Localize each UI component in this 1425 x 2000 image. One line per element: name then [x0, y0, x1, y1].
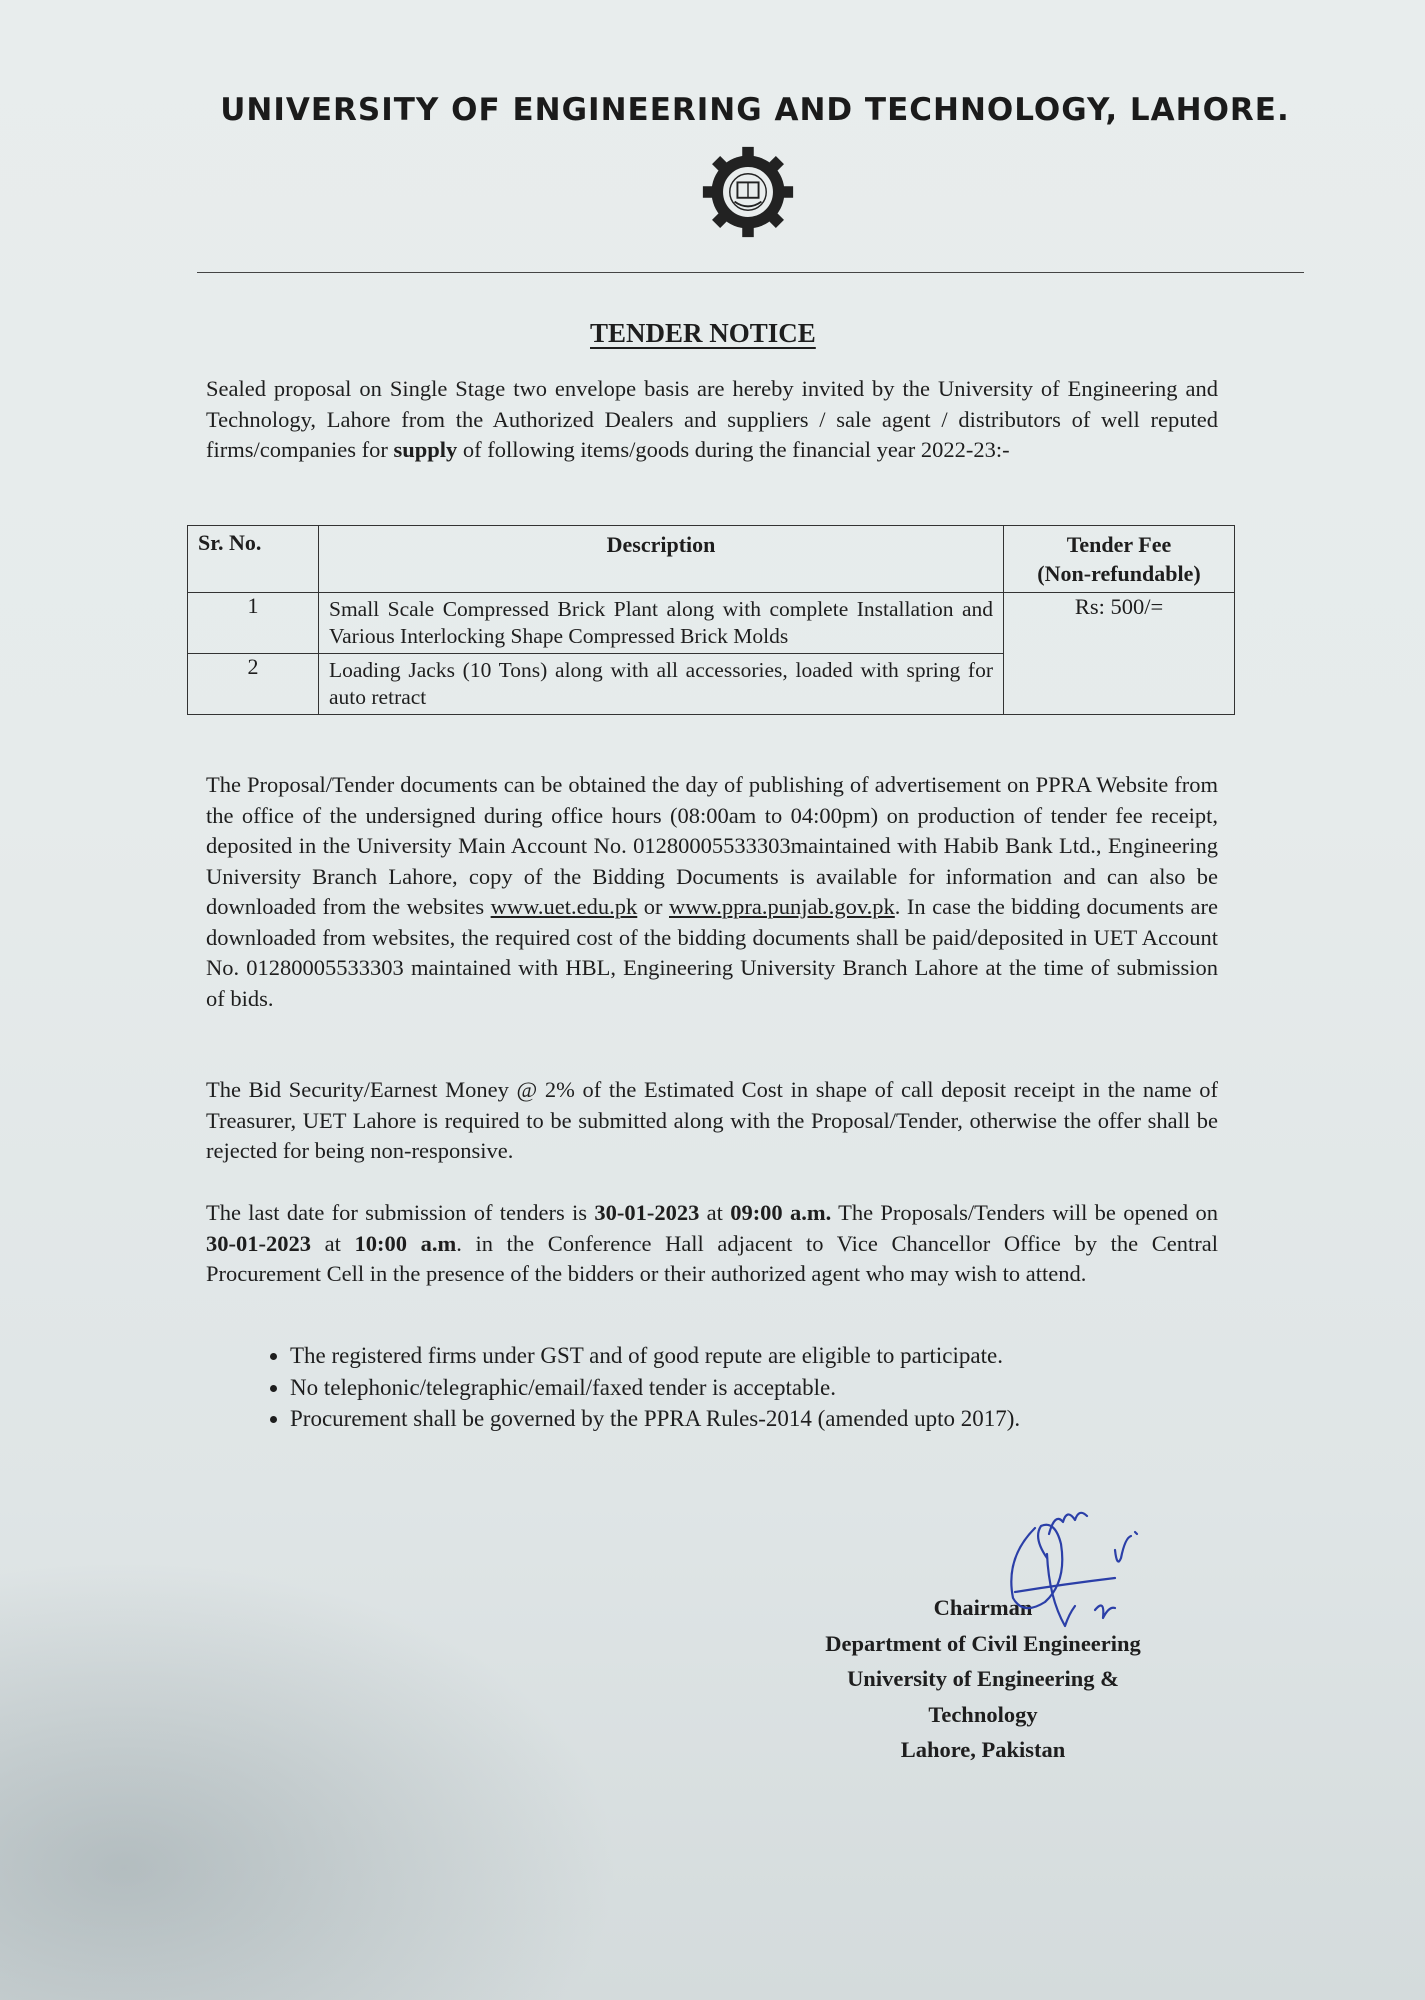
ppra-website-link[interactable]: www.ppra.punjab.gov.pk — [669, 894, 895, 919]
list-item: • No telephonic/telegraphic/email/faxed tender is acceptable. — [290, 1372, 1020, 1404]
items-table — [187, 525, 1235, 715]
page-title: TENDER NOTICE — [590, 318, 816, 348]
tender-fee-value: Rs: 500/= — [1004, 593, 1235, 715]
uet-website-link[interactable]: www.uet.edu.pk — [490, 894, 638, 919]
row-serial: 2 — [188, 654, 319, 715]
signatory-university-line2: Technology — [928, 1701, 1038, 1727]
list-item: • Procurement shall be governed by the PPRA Rules-2014 (amended upto 2017). — [290, 1403, 1020, 1435]
intro-paragraph: Sealed proposal on Single Stage two envelope basis are hereby invited by the University of Engineering and Technology, Lahore from the Authorized Dealers and suppliers / sale agent / distributors of well reputed firms/companies for supply of following items/goods during the financial year 2022-23:- — [206, 376, 1218, 462]
column-header-description: Description — [319, 526, 1004, 593]
handwritten-signature-icon — [975, 1498, 1165, 1638]
conditions-list — [246, 1340, 1020, 1435]
university-title: UNIVERSITY OF ENGINEERING AND TECHNOLOGY, LAHORE. — [220, 92, 1290, 128]
table-header-row — [188, 526, 1235, 593]
row-description: Small Scale Compressed Brick Plant along with complete Installation and Various Interlocking Shape Compressed Brick Molds — [319, 593, 1004, 654]
submission-dates-paragraph: The last date for submission of tenders is 30-01-2023 at 09:00 a.m. The Proposals/Tenders will be opened on 30-01-2023 at 10:00 a.m. in the Conference Hall adjacent to Vice Chancellor Office by the Central Procurement Cell in the presence of the bidders or their authorized agent who may wish to attend. — [206, 1200, 1218, 1286]
column-header-sr: Sr. No. — [188, 526, 319, 593]
list-item: • The registered firms under GST and of good repute are eligible to participate. — [290, 1340, 1020, 1372]
uet-gear-emblem-icon — [700, 142, 796, 242]
row-serial: 1 — [188, 593, 319, 654]
table-row — [188, 593, 1235, 654]
signatory-location: Lahore, Pakistan — [900, 1737, 1066, 1762]
signatory-title: Chairman — [933, 1595, 1033, 1620]
header-divider — [197, 272, 1304, 273]
signatory-university-line1: University of Engineering & — [847, 1666, 1119, 1691]
signatory-department: Department of Civil Engineering — [825, 1630, 1141, 1656]
bid-security-paragraph: The Bid Security/Earnest Money @ 2% of the Estimated Cost in shape of call deposit receipt in the name of Treasurer, UET Lahore is required to be submitted along with the Proposal/Tender, otherwise the offer shall be rejected for being non-responsive. — [206, 1077, 1218, 1163]
documents-paragraph: The Proposal/Tender documents can be obtained the day of publishing of advertisement on PPRA Website from the office of the undersigned during office hours (08:00am to 04:00pm) on production of tender fee receipt, deposited in the University Main Account No. 01280005533303maintained with Habib Bank Ltd., Engineering University Branch Lahore, copy of the Bidding Documents is available for information and can also be downloaded from the websites www.uet.edu.pk or www.ppra.punjab.gov.pk. In case the bidding documents are downloaded from websites, the required cost of the bidding documents shall be paid/deposited in UET Account No. 01280005533303 maintained with HBL, Engineering University Branch Lahore at the time of submission of bids. — [206, 772, 1218, 1011]
column-header-tender-fee: Tender Fee (Non-refundable) — [1004, 526, 1235, 593]
row-description: Loading Jacks (10 Tons) along with all accessories, loaded with spring for auto retract — [319, 654, 1004, 715]
